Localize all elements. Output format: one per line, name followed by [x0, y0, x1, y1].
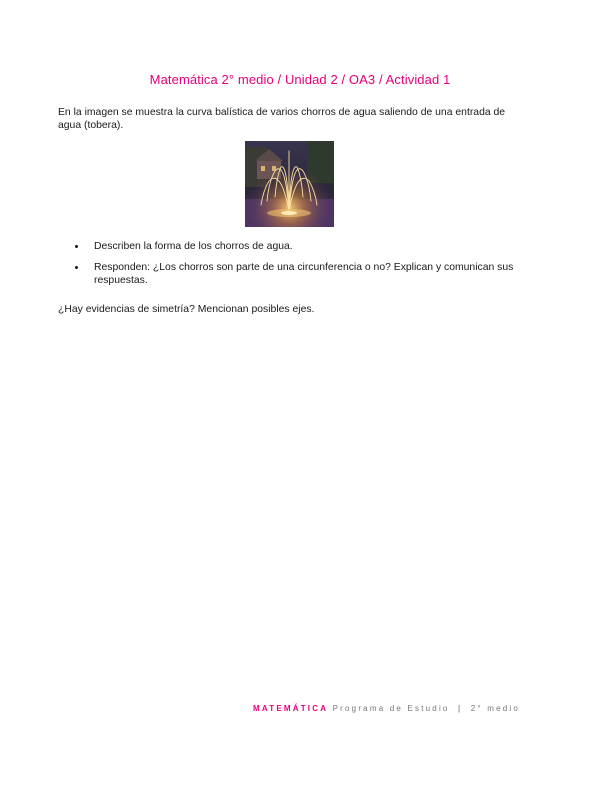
list-item-text: Responden: ¿Los chorros son parte de una circunferencia o no? Explican y comunican sus respuestas. — [94, 262, 514, 286]
document-title: Matemática 2° medio / Unidad 2 / OA3 / Actividad 1 — [149, 72, 451, 87]
footer-grade: 2° medio — [470, 704, 520, 713]
bullet-list — [58, 240, 528, 295]
bullet-icon — [75, 266, 78, 269]
footer-subject: MATEMÁTICA — [253, 704, 329, 713]
footer-program: Programa de Estudio — [332, 704, 450, 713]
intro-paragraph: En la imagen se muestra la curva balística de varios chorros de agua saliendo de una entrada de agua (tobera). — [58, 107, 506, 131]
footer-separator: | — [458, 704, 463, 713]
symmetry-question: ¿Hay evidencias de simetría? Mencionan posibles ejes. — [58, 304, 315, 315]
list-item — [58, 240, 528, 253]
bullet-icon — [75, 245, 78, 248]
page-footer — [0, 704, 520, 713]
fountain-image — [245, 141, 334, 227]
list-item-text: Describen la forma de los chorros de agua. — [94, 241, 293, 252]
list-item — [58, 261, 528, 287]
